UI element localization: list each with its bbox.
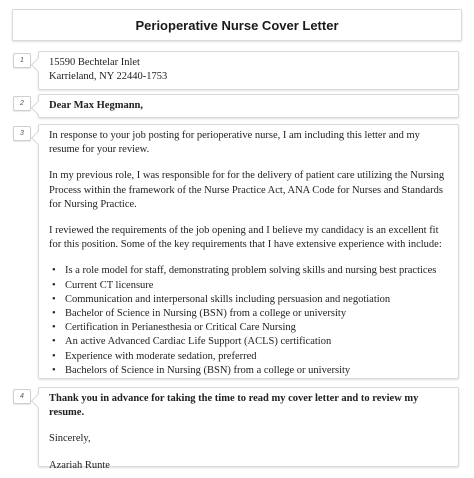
list-item: • Bachelor of Science in Nursing (BSN) from a college or university	[65, 307, 448, 321]
document-title: Perioperative Nurse Cover Letter	[12, 9, 462, 41]
body-paragraph-2: In my previous role, I was responsible for for the delivery of patient care utilizing the Nursing Process within the framework of the Nurse Practice Act, ANA Code for Nurses and Standards for Nursing Practice.	[49, 170, 445, 210]
list-item: • Bachelors of Science in Nursing (BSN) from a college or university	[65, 364, 448, 378]
address-line-2: Karrieland, NY 22440-1753	[49, 71, 168, 83]
body-paragraph-3: I reviewed the requirements of the job opening and I believe my candidacy is an excellent fit for this position. Some of the key requirements that I have extensive experience with include:	[49, 225, 442, 251]
closing-line: Sincerely,	[49, 433, 91, 445]
closing-section[interactable]	[38, 387, 459, 471]
list-item: • Current CT licensure	[65, 279, 448, 293]
list-item: • Communication and interpersonal skills including persuasion and negotiation	[65, 293, 448, 307]
salutation: Dear Max Hegmann,	[49, 100, 144, 111]
body-section[interactable]	[38, 124, 459, 379]
thank-you-line: Thank you in advance for taking the time to read my cover letter and to review my resume.	[49, 393, 419, 419]
section-number-1: 1	[13, 53, 31, 68]
body-paragraph-1: In response to your job posting for perioperative nurse, I am including this letter and my resume for your review.	[49, 130, 420, 156]
section-number-2: 2	[13, 96, 31, 111]
address-line-1: 15590 Bechtelar Inlet	[49, 57, 140, 68]
address-section[interactable]	[38, 51, 459, 90]
list-item: • Certification in Perianesthesia or Critical Care Nursing	[65, 321, 448, 335]
list-item: • Is a role model for staff, demonstrating problem solving skills and nursing best practices	[65, 264, 448, 278]
list-item: • Experience with moderate sedation, preferred	[65, 350, 448, 364]
signature-name: Azariah Runte	[49, 459, 110, 471]
salutation-section[interactable]	[38, 94, 459, 118]
section-number-3: 3	[13, 126, 31, 141]
list-item: • An active Advanced Cardiac Life Support (ACLS) certification	[65, 335, 448, 349]
section-number-4: 4	[13, 389, 31, 404]
requirements-list	[49, 264, 448, 378]
